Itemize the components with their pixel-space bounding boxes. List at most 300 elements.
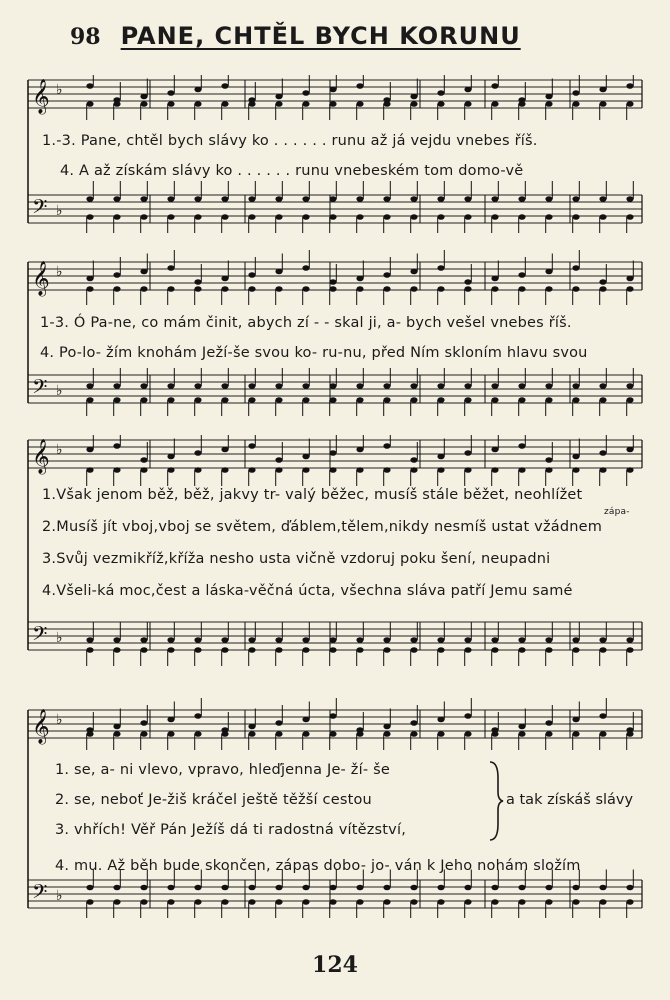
note-head xyxy=(302,286,309,292)
hymn-header xyxy=(70,22,521,62)
note-head xyxy=(599,731,606,737)
note-head xyxy=(167,717,174,723)
note-head xyxy=(86,383,93,389)
note-head xyxy=(356,647,363,653)
hymn-number: 98 xyxy=(70,24,101,50)
note-head xyxy=(194,279,201,285)
note-head xyxy=(599,647,606,653)
note-head xyxy=(599,397,606,403)
note-head xyxy=(302,467,309,473)
note-head xyxy=(194,731,201,737)
note-head xyxy=(248,647,255,653)
note-head xyxy=(113,467,120,473)
note-head xyxy=(383,637,390,643)
note-head xyxy=(194,899,201,905)
note-head xyxy=(194,450,201,456)
note-head xyxy=(167,647,174,653)
note-head xyxy=(302,265,309,271)
note-head xyxy=(410,885,417,891)
note-head xyxy=(113,899,120,905)
lyric-line-4: 4. Po-lo- žím knohám Ježí-še svou ko- ru-nu, před Ním skloním hlavu svou xyxy=(40,345,588,361)
note-head xyxy=(329,713,336,719)
note-head xyxy=(194,214,201,220)
note-head xyxy=(383,467,390,473)
note-head xyxy=(140,383,147,389)
note-head xyxy=(167,196,174,202)
note-head xyxy=(140,457,147,463)
note-head xyxy=(545,457,552,463)
note-head xyxy=(86,467,93,473)
note-head xyxy=(275,101,282,107)
note-head xyxy=(464,637,471,643)
note-head xyxy=(437,885,444,891)
bass-clef-icon: 𝄢 xyxy=(32,880,48,908)
music-system-3 xyxy=(0,435,670,680)
note-head xyxy=(356,447,363,453)
note-head xyxy=(383,724,390,730)
note-head xyxy=(383,731,390,737)
note-head xyxy=(167,101,174,107)
note-head xyxy=(464,647,471,653)
flat-sign-icon: ♭ xyxy=(56,442,63,458)
note-head xyxy=(518,272,525,278)
refrain-text: a tak získáš slávy xyxy=(506,792,634,808)
note-head xyxy=(302,454,309,460)
note-head xyxy=(248,397,255,403)
note-head xyxy=(626,899,633,905)
note-head xyxy=(437,214,444,220)
note-head xyxy=(572,214,579,220)
staff-pair-4 xyxy=(0,690,670,930)
note-head xyxy=(302,717,309,723)
note-head xyxy=(572,647,579,653)
note-head xyxy=(221,885,228,891)
note-head xyxy=(437,731,444,737)
note-head xyxy=(86,397,93,403)
flat-sign-icon: ♭ xyxy=(56,82,63,98)
note-head xyxy=(113,443,120,449)
lyric-verse-2: 2. se, neboť Je-žiš kráčel ještě těžší cestou xyxy=(55,792,372,808)
note-head xyxy=(491,885,498,891)
note-head xyxy=(410,383,417,389)
note-head xyxy=(410,647,417,653)
note-head xyxy=(518,647,525,653)
note-head xyxy=(572,637,579,643)
note-head xyxy=(275,457,282,463)
note-head xyxy=(626,885,633,891)
note-head xyxy=(491,286,498,292)
note-head xyxy=(86,647,93,653)
note-head xyxy=(464,279,471,285)
note-head xyxy=(221,647,228,653)
bass-clef-icon: 𝄢 xyxy=(32,195,48,223)
note-head xyxy=(329,450,336,456)
note-head xyxy=(383,647,390,653)
treble-clef-icon: 𝄞 xyxy=(32,261,50,296)
note-head xyxy=(383,885,390,891)
note-head xyxy=(113,214,120,220)
note-head xyxy=(410,101,417,107)
note-head xyxy=(518,467,525,473)
note-head xyxy=(194,885,201,891)
staff-pair-2 xyxy=(0,250,670,435)
note-head xyxy=(437,899,444,905)
lyric-verse-3: 3. vhřích! Věř Pán Ježíš dá ti radostná vítězství, xyxy=(55,822,407,838)
note-head xyxy=(302,196,309,202)
note-head xyxy=(464,450,471,456)
note-head xyxy=(626,467,633,473)
note-head xyxy=(599,885,606,891)
note-head xyxy=(518,101,525,107)
lyric-line-1-3: 1.-3. Pane, chtěl bych slávy ko . . . . . . runu až já vejdu vnebes říš. xyxy=(42,133,538,149)
note-head xyxy=(221,276,228,282)
note-head xyxy=(302,101,309,107)
note-head xyxy=(86,101,93,107)
note-head xyxy=(248,637,255,643)
note-head xyxy=(599,101,606,107)
note-head xyxy=(626,101,633,107)
note-head xyxy=(464,101,471,107)
note-head xyxy=(356,637,363,643)
note-head xyxy=(167,286,174,292)
hymn-title: PANE, CHTĚL BYCH KORUNU xyxy=(120,22,521,50)
note-head xyxy=(248,443,255,449)
note-head xyxy=(194,397,201,403)
flat-sign-icon: ♭ xyxy=(56,203,63,219)
note-head xyxy=(329,899,336,905)
note-head xyxy=(464,885,471,891)
note-head xyxy=(221,83,228,89)
note-head xyxy=(194,87,201,93)
note-head xyxy=(599,383,606,389)
note-head xyxy=(599,713,606,719)
note-head xyxy=(194,467,201,473)
note-head xyxy=(410,720,417,726)
lyric-verse-1: 1. se, a- ni vlevo, vpravo, hleďjenna Je- ží- še xyxy=(55,762,390,778)
note-head xyxy=(140,101,147,107)
note-head xyxy=(599,87,606,93)
note-head xyxy=(545,383,552,389)
note-head xyxy=(572,90,579,96)
flat-sign-icon: ♭ xyxy=(56,383,63,399)
note-head xyxy=(545,397,552,403)
note-head xyxy=(248,286,255,292)
note-head xyxy=(437,717,444,723)
note-head xyxy=(221,637,228,643)
note-head xyxy=(383,397,390,403)
note-head xyxy=(464,467,471,473)
note-head xyxy=(302,397,309,403)
note-head xyxy=(464,286,471,292)
note-head xyxy=(518,885,525,891)
note-head xyxy=(437,397,444,403)
note-head xyxy=(248,467,255,473)
note-head xyxy=(140,731,147,737)
lyric-annotation: zápa- xyxy=(604,507,630,517)
note-head xyxy=(545,467,552,473)
note-head xyxy=(86,196,93,202)
note-head xyxy=(410,214,417,220)
note-head xyxy=(491,637,498,643)
note-head xyxy=(275,397,282,403)
note-head xyxy=(275,196,282,202)
note-head xyxy=(248,899,255,905)
note-head xyxy=(491,647,498,653)
note-head xyxy=(410,196,417,202)
note-head xyxy=(572,885,579,891)
note-head xyxy=(275,899,282,905)
note-head xyxy=(113,101,120,107)
note-head xyxy=(491,467,498,473)
note-head xyxy=(248,196,255,202)
note-head xyxy=(491,397,498,403)
note-head xyxy=(437,383,444,389)
note-head xyxy=(410,397,417,403)
flat-sign-icon: ♭ xyxy=(56,264,63,280)
note-head xyxy=(626,397,633,403)
note-head xyxy=(437,647,444,653)
note-head xyxy=(113,272,120,278)
note-head xyxy=(464,397,471,403)
note-head xyxy=(437,196,444,202)
note-head xyxy=(410,899,417,905)
note-head xyxy=(140,637,147,643)
lyric-verse-3: 3.Svůj vezmikříž,kříža nesho usta vičně vzdoruj poku šení, neupadni xyxy=(42,551,551,567)
note-head xyxy=(356,885,363,891)
note-head xyxy=(248,383,255,389)
note-head xyxy=(113,383,120,389)
note-head xyxy=(383,383,390,389)
note-head xyxy=(518,383,525,389)
note-head xyxy=(167,885,174,891)
lyric-verse-1: 1.Však jenom běž, běž, jakvy tr- valý běžec, musíš stále běžet, neohlížet xyxy=(42,487,583,503)
note-head xyxy=(140,899,147,905)
note-head xyxy=(248,885,255,891)
note-head xyxy=(302,731,309,737)
note-head xyxy=(572,467,579,473)
note-head xyxy=(140,214,147,220)
note-head xyxy=(329,397,336,403)
note-head xyxy=(194,286,201,292)
note-head xyxy=(383,214,390,220)
note-head xyxy=(599,286,606,292)
note-head xyxy=(356,467,363,473)
note-head xyxy=(599,214,606,220)
note-head xyxy=(275,94,282,100)
lyric-line-1-3: 1-3. Ó Pa-ne, co mám činit, abych zí - - skal ji, a- bych vešel vnebes říš. xyxy=(40,315,572,331)
note-head xyxy=(545,196,552,202)
note-head xyxy=(545,286,552,292)
note-head xyxy=(113,731,120,737)
note-head xyxy=(329,279,336,285)
note-head xyxy=(572,265,579,271)
note-head xyxy=(167,214,174,220)
note-head xyxy=(86,899,93,905)
note-head xyxy=(248,214,255,220)
note-head xyxy=(248,724,255,730)
note-head xyxy=(356,286,363,292)
note-head xyxy=(329,467,336,473)
note-head xyxy=(437,265,444,271)
note-head xyxy=(140,94,147,100)
note-head xyxy=(140,720,147,726)
note-head xyxy=(140,647,147,653)
note-head xyxy=(194,647,201,653)
note-head xyxy=(329,637,336,643)
note-head xyxy=(518,899,525,905)
note-head xyxy=(167,467,174,473)
note-head xyxy=(545,214,552,220)
note-head xyxy=(275,269,282,275)
note-head xyxy=(545,899,552,905)
note-head xyxy=(518,196,525,202)
note-head xyxy=(221,101,228,107)
treble-clef-icon: 𝄞 xyxy=(32,709,50,744)
note-head xyxy=(599,637,606,643)
note-head xyxy=(329,87,336,93)
note-head xyxy=(302,214,309,220)
note-head xyxy=(626,383,633,389)
note-head xyxy=(545,885,552,891)
note-head xyxy=(518,443,525,449)
note-head xyxy=(275,467,282,473)
note-head xyxy=(140,467,147,473)
bass-clef-icon: 𝄢 xyxy=(32,375,48,403)
note-head xyxy=(491,214,498,220)
note-head xyxy=(86,637,93,643)
note-head xyxy=(221,397,228,403)
note-head xyxy=(140,196,147,202)
note-head xyxy=(356,276,363,282)
note-head xyxy=(599,899,606,905)
note-head xyxy=(464,713,471,719)
note-head xyxy=(221,286,228,292)
note-head xyxy=(599,279,606,285)
note-head xyxy=(329,647,336,653)
note-head xyxy=(113,397,120,403)
note-head xyxy=(113,637,120,643)
note-head xyxy=(626,447,633,453)
note-head xyxy=(356,397,363,403)
note-head xyxy=(140,397,147,403)
note-head xyxy=(275,637,282,643)
music-system-1 xyxy=(0,75,670,250)
note-head xyxy=(356,196,363,202)
note-head xyxy=(572,286,579,292)
note-head xyxy=(86,214,93,220)
note-head xyxy=(356,83,363,89)
music-system-2 xyxy=(0,250,670,435)
note-head xyxy=(626,731,633,737)
note-head xyxy=(275,286,282,292)
note-head xyxy=(194,101,201,107)
note-head xyxy=(518,724,525,730)
note-head xyxy=(302,383,309,389)
note-head xyxy=(383,272,390,278)
note-head xyxy=(356,899,363,905)
note-head xyxy=(464,87,471,93)
note-head xyxy=(545,720,552,726)
note-head xyxy=(167,731,174,737)
note-head xyxy=(545,94,552,100)
note-head xyxy=(410,637,417,643)
note-head xyxy=(248,272,255,278)
note-head xyxy=(491,276,498,282)
note-head xyxy=(572,454,579,460)
note-head xyxy=(113,647,120,653)
note-head xyxy=(572,899,579,905)
note-head xyxy=(383,196,390,202)
verse-brace xyxy=(488,760,504,842)
note-head xyxy=(221,196,228,202)
note-head xyxy=(626,637,633,643)
note-head xyxy=(599,196,606,202)
page-number: 124 xyxy=(312,952,358,978)
lyric-line-4: 4. A až získám slávy ko . . . . . . runu vnebeském tom domo-vě xyxy=(60,163,524,179)
note-head xyxy=(626,276,633,282)
note-head xyxy=(545,101,552,107)
note-head xyxy=(545,637,552,643)
note-head xyxy=(599,467,606,473)
note-head xyxy=(329,885,336,891)
note-head xyxy=(464,214,471,220)
note-head xyxy=(113,724,120,730)
note-head xyxy=(572,383,579,389)
note-head xyxy=(572,196,579,202)
note-head xyxy=(491,447,498,453)
note-head xyxy=(518,214,525,220)
lyric-verse-2: 2.Musíš jít vboj,vboj se světem, ďáblem,tělem,nikdy nesmíš ustat vžádnem xyxy=(42,519,603,535)
treble-clef-icon: 𝄞 xyxy=(32,439,50,474)
note-head xyxy=(329,196,336,202)
note-head xyxy=(329,214,336,220)
note-head xyxy=(302,899,309,905)
flat-sign-icon: ♭ xyxy=(56,888,63,904)
note-head xyxy=(167,90,174,96)
note-head xyxy=(113,196,120,202)
note-head xyxy=(194,637,201,643)
note-head xyxy=(410,731,417,737)
note-head xyxy=(329,383,336,389)
note-head xyxy=(86,447,93,453)
note-head xyxy=(383,286,390,292)
note-head xyxy=(626,647,633,653)
lyric-verse-4: 4. mu. Až běh bude skončen, zápas dobo- jo- ván k Jeho nohám složím xyxy=(55,858,581,874)
note-head xyxy=(491,196,498,202)
note-head xyxy=(437,286,444,292)
note-head xyxy=(275,731,282,737)
note-head xyxy=(275,383,282,389)
note-head xyxy=(113,286,120,292)
note-head xyxy=(221,731,228,737)
note-head xyxy=(410,457,417,463)
note-head xyxy=(518,397,525,403)
note-head xyxy=(248,101,255,107)
note-head xyxy=(221,214,228,220)
note-head xyxy=(464,196,471,202)
note-head xyxy=(518,637,525,643)
music-system-4 xyxy=(0,690,670,930)
note-head xyxy=(491,83,498,89)
note-head xyxy=(518,286,525,292)
note-head xyxy=(410,94,417,100)
note-head xyxy=(167,383,174,389)
note-head xyxy=(572,101,579,107)
note-head xyxy=(167,397,174,403)
note-head xyxy=(356,383,363,389)
note-head xyxy=(140,269,147,275)
flat-sign-icon: ♭ xyxy=(56,712,63,728)
